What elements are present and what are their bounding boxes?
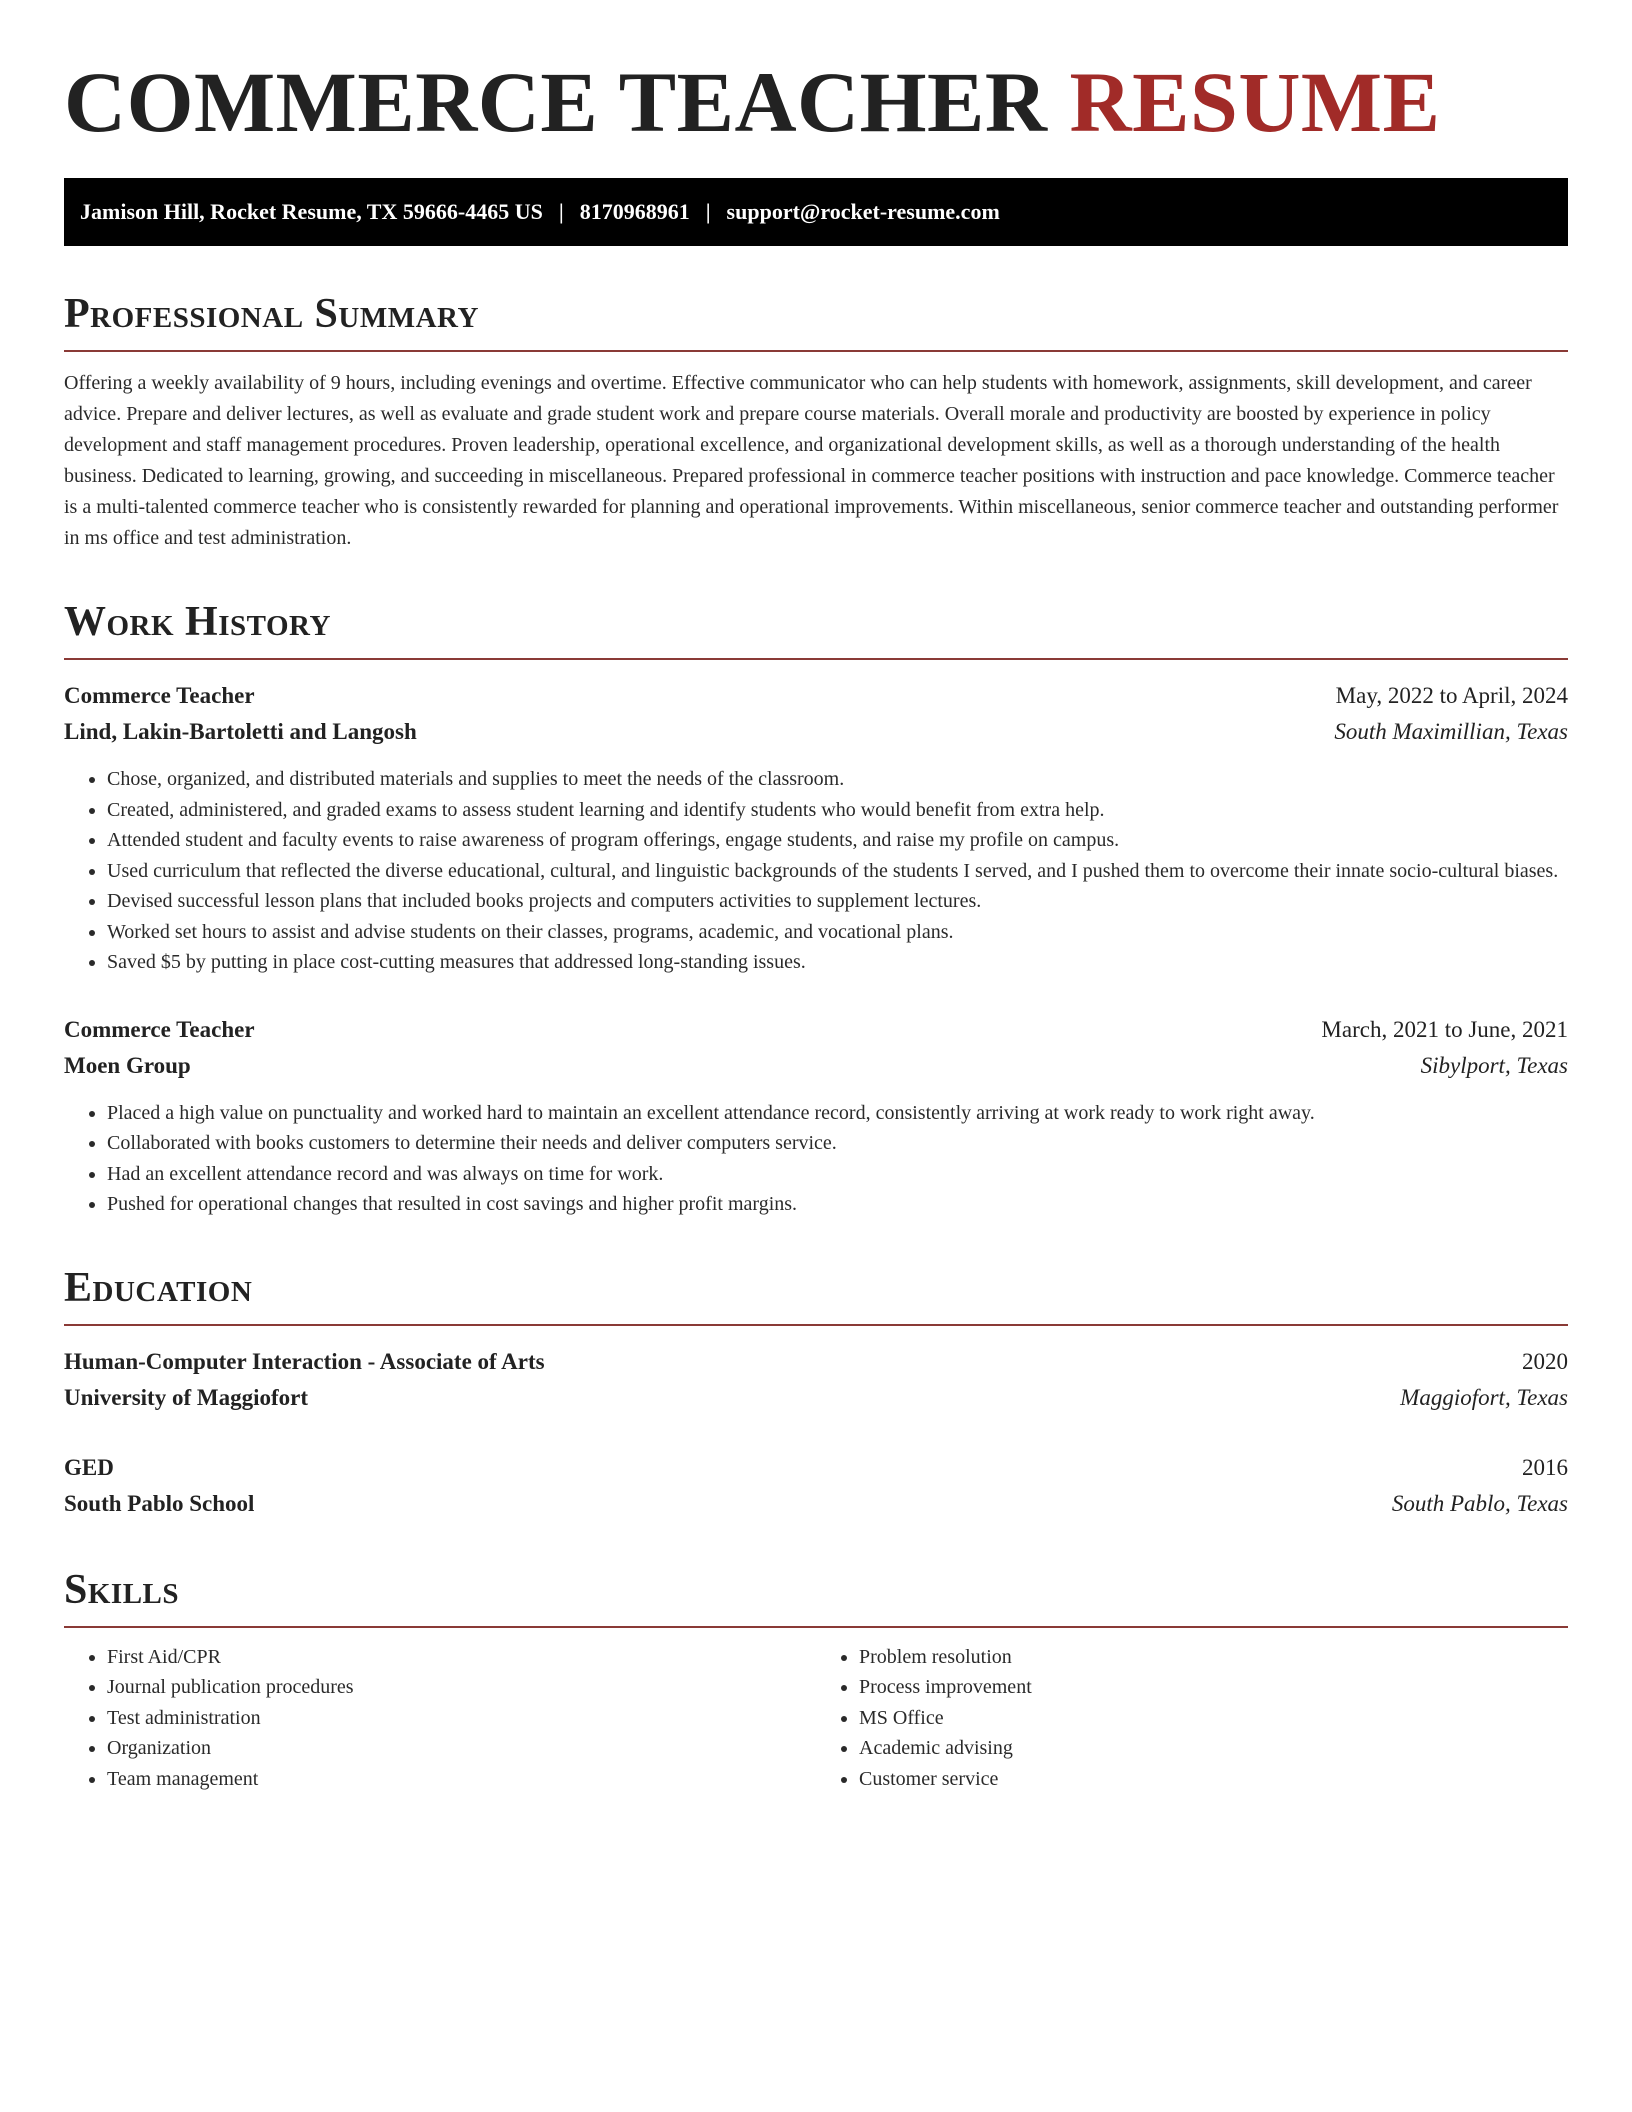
contact-separator: | <box>558 199 564 224</box>
job-dates: March, 2021 to June, 2021 <box>1321 1016 1568 1042</box>
skill-item: • MS Office <box>859 1703 1568 1734</box>
job-bullet: • Worked set hours to assist and advise students on their classes, programs, academic, and vocational plans. <box>107 917 1568 948</box>
summary-text: Offering a weekly availability of 9 hours, including evenings and overtime. Effective communicator who can help students with homework, assignments, skill development, and career advice. Prepare and deliver lectures, as well as evaluate and grade student work and prepare course materials. Overall morale and productivity are boosted by experience in policy development and staff management procedures. Proven leadership, operational excellence, and organizational development skills, as well as a thorough understanding of the health business. Dedicated to learning, growing, and succeeding in miscellaneous. Prepared professional in commerce teacher positions with instruction and pace knowledge. Commerce teacher is a multi-talented commerce teacher who is consistently rewarded for planning and operational improvements. Within miscellaneous, senior commerce teacher and outstanding performer in ms office and test administration. <box>64 372 1559 549</box>
contact-phone: 8170968961 <box>579 199 690 224</box>
job-bullet: • Attended student and faculty events to raise awareness of program offerings, engage students, and raise my profile on campus. <box>107 825 1568 856</box>
skill-item: • Academic advising <box>859 1733 1568 1764</box>
job-bullet: • Collaborated with books customers to determine their needs and deliver computers service. <box>107 1128 1568 1159</box>
job-dates: May, 2022 to April, 2024 <box>1335 683 1568 708</box>
education-entry <box>64 1344 1568 1416</box>
job-bullets <box>64 764 1568 978</box>
job-entry <box>64 678 1568 978</box>
skill-item: • Organization <box>107 1733 816 1764</box>
education-year: 2016 <box>1522 1454 1568 1480</box>
skill-item: • Problem resolution <box>859 1642 1568 1673</box>
skills-list <box>64 1642 1568 1795</box>
job-company: Moen Group <box>64 1052 191 1078</box>
contact-separator: | <box>705 199 711 224</box>
work-history-heading: Work History <box>64 598 1568 660</box>
job-bullet: • Had an excellent attendance record and was always on time for work. <box>107 1159 1568 1190</box>
education-year: 2020 <box>1522 1348 1568 1374</box>
education-location: South Pablo, Texas <box>1391 1490 1568 1516</box>
job-bullet: • Devised successful lesson plans that included books projects and computers activities to supplement lectures. <box>107 886 1568 917</box>
job-title: Commerce Teacher <box>64 1016 255 1042</box>
job-title: Commerce Teacher <box>64 683 255 708</box>
job-bullet: • Used curriculum that reflected the diverse educational, cultural, and linguistic backgrounds of the students I served, and I pushed them to overcome their innate socio-cultural biases. <box>107 856 1568 887</box>
resume-title <box>64 52 1568 152</box>
job-bullet: • Placed a high value on punctuality and worked hard to maintain an excellent attendance record, consistently arriving at work ready to work right away. <box>107 1098 1568 1129</box>
contact-address: Jamison Hill, Rocket Resume, TX 59666-4465 US <box>80 199 543 224</box>
education-school: South Pablo School <box>64 1490 255 1516</box>
skill-item: • Customer service <box>859 1764 1568 1795</box>
skill-item: • Process improvement <box>859 1672 1568 1703</box>
title-main: COMMERCE TEACHER <box>64 54 1048 150</box>
job-company: Lind, Lakin-Bartoletti and Langosh <box>64 719 417 744</box>
job-entry <box>64 1012 1568 1220</box>
education-degree: Human-Computer Interaction - Associate of Arts <box>64 1348 545 1374</box>
skill-item: • First Aid/CPR <box>107 1642 816 1673</box>
job-bullet: • Created, administered, and graded exams to assess student learning and identify students who would benefit from extra help. <box>107 795 1568 826</box>
title-accent: RESUME <box>1069 54 1441 150</box>
skill-item: • Journal publication procedures <box>107 1672 816 1703</box>
skills-heading: Skills <box>64 1566 1568 1628</box>
contact-bar <box>64 178 1568 246</box>
education-location: Maggiofort, Texas <box>1400 1384 1568 1410</box>
skills-column-right <box>816 1642 1568 1795</box>
job-bullet: • Chose, organized, and distributed materials and supplies to meet the needs of the classroom. <box>107 764 1568 795</box>
education-degree: GED <box>64 1454 114 1480</box>
job-bullet: • Pushed for operational changes that resulted in cost savings and higher profit margins. <box>107 1189 1568 1220</box>
contact-email[interactable]: support@rocket-resume.com <box>726 199 1000 224</box>
job-location: South Maximillian, Texas <box>1334 719 1568 744</box>
education-school: University of Maggiofort <box>64 1384 308 1410</box>
job-bullets <box>64 1098 1568 1220</box>
skill-item: • Team management <box>107 1764 816 1795</box>
skill-item: • Test administration <box>107 1703 816 1734</box>
summary-heading: Professional Summary <box>64 290 1568 352</box>
education-heading: Education <box>64 1264 1568 1326</box>
job-location: Sibylport, Texas <box>1420 1052 1568 1078</box>
job-bullet: • Saved $5 by putting in place cost-cutting measures that addressed long-standing issues. <box>107 947 1568 978</box>
skills-column-left <box>64 1642 816 1795</box>
education-entry <box>64 1450 1568 1522</box>
